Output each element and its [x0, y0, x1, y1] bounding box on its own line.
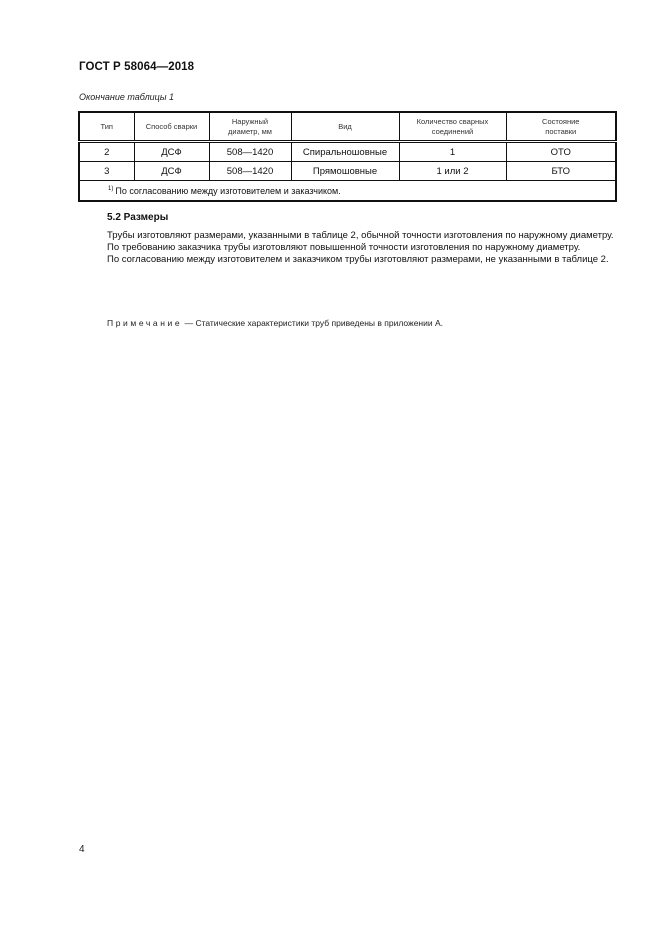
note-label: Примечание: [107, 318, 183, 328]
cell-kind: Спиральношовные: [291, 142, 399, 162]
note-text: — Статические характеристики труб приведены в приложении А.: [184, 318, 444, 328]
cell-welding-method: ДСФ: [134, 142, 209, 162]
document-id: ГОСТ Р 58064—2018: [79, 61, 195, 73]
footnote-text: По согласованию между изготовителем и заказчиком.: [115, 185, 341, 196]
table-footnote: [79, 181, 616, 202]
col-header-weld-count: Количество сварных соединений: [399, 112, 506, 142]
cell-delivery-state: БТО: [506, 162, 616, 181]
footnote-mark: 1): [108, 185, 114, 192]
table-footnote-row: [79, 181, 616, 202]
table-row: [79, 162, 616, 181]
cell-delivery-state: ОТО: [506, 142, 616, 162]
paragraph: Трубы изготовляют размерами, указанными в таблице 2, обычной точности изготовления по наружному диаметру.: [107, 230, 614, 241]
cell-type: 2: [79, 142, 134, 162]
table-header-row: [79, 112, 616, 142]
cell-outer-diameter: 508—1420: [209, 142, 291, 162]
section-title: 5.2 Размеры: [107, 212, 169, 223]
table-caption: Окончание таблицы 1: [79, 92, 174, 102]
cell-weld-count: 1 или 2: [399, 162, 506, 181]
cell-outer-diameter: 508—1420: [209, 162, 291, 181]
col-header-type: Тип: [79, 112, 134, 142]
cell-type: 3: [79, 162, 134, 181]
note: [107, 318, 443, 328]
cell-weld-count: 1: [399, 142, 506, 162]
cell-welding-method: ДСФ: [134, 162, 209, 181]
table-row: [79, 142, 616, 162]
cell-kind: Прямошовные: [291, 162, 399, 181]
paragraph: По требованию заказчика трубы изготовляют повышенной точности изготовления по наружному диаметру.: [107, 242, 581, 254]
page-number: 4: [79, 844, 85, 855]
section-body: [79, 230, 615, 267]
paragraph: По согласованию между изготовителем и заказчиком трубы изготовляют размерами, не указанными в таблице 2.: [107, 254, 609, 266]
col-header-delivery-state: Состояние поставки: [506, 112, 616, 142]
col-header-outer-diameter: Наружный диаметр, мм: [209, 112, 291, 142]
col-header-welding-method: Способ сварки: [134, 112, 209, 142]
col-header-kind: Вид: [291, 112, 399, 142]
pipe-types-table: [78, 111, 617, 202]
